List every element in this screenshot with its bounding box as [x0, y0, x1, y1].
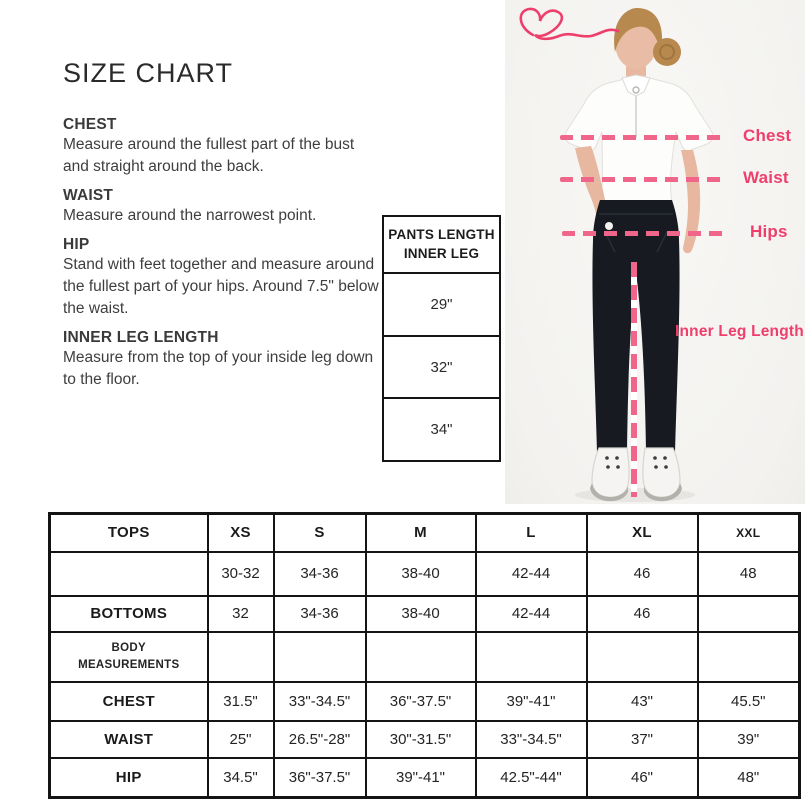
- guide-heading-hip: HIP: [63, 236, 90, 253]
- table-row-chest: [50, 682, 800, 721]
- page-title: SIZE CHART: [63, 58, 234, 88]
- size-cell: 42-44: [476, 596, 587, 632]
- hips-measure-line: [562, 231, 728, 236]
- size-cell: 39": [698, 721, 800, 758]
- size-cell: 26.5"-28": [274, 721, 366, 758]
- guide-section-hip: [63, 236, 381, 320]
- size-cell: 46: [587, 552, 698, 596]
- pants-length-value: 34": [430, 421, 453, 439]
- size-cell: [476, 632, 587, 682]
- guide-heading-inner-leg: INNER LEG LENGTH: [63, 329, 219, 346]
- guide-body-waist: Measure around the narrowest point.: [63, 207, 317, 224]
- chest-measure-line: [560, 135, 728, 140]
- model-photo: [505, 0, 805, 504]
- pants-length-table: [382, 215, 501, 462]
- row-label: [50, 632, 208, 682]
- size-cell: 46: [587, 596, 698, 632]
- table-row-tops-sizes: [50, 552, 800, 596]
- waist-label: Waist: [743, 168, 789, 187]
- guide-section-chest: [63, 116, 381, 178]
- pants-logo: [605, 222, 613, 230]
- row-label: CHEST: [50, 682, 208, 721]
- header-s: S: [274, 514, 366, 552]
- guide-body-chest: Measure around the fullest part of the bust and straight around the back.: [63, 136, 355, 175]
- size-cell: 34-36: [274, 552, 366, 596]
- row-label: WAIST: [50, 721, 208, 758]
- size-table-header-row: [50, 514, 800, 552]
- size-cell: 31.5": [208, 682, 274, 721]
- size-cell: 39"-41": [366, 758, 476, 798]
- header-xxl: XXL: [698, 514, 800, 552]
- guide-heading-waist: WAIST: [63, 187, 114, 204]
- size-cell: 38-40: [366, 552, 476, 596]
- pants-header-line2: INNER LEG: [403, 245, 480, 261]
- measuring-guide: [63, 116, 381, 391]
- size-cell: 32: [208, 596, 274, 632]
- guide-body-inner-leg: Measure from the top of your inside leg down to the floor.: [63, 349, 374, 388]
- guide-section-inner-leg: [63, 329, 381, 391]
- size-cell: 34.5": [208, 758, 274, 798]
- table-row-hip: [50, 758, 800, 798]
- size-cell: 33"-34.5": [476, 721, 587, 758]
- chest-label: Chest: [743, 126, 792, 145]
- size-cell: 36"-37.5": [274, 758, 366, 798]
- size-cell: 37": [587, 721, 698, 758]
- size-cell: 42.5"-44": [476, 758, 587, 798]
- model-figure-illustration: [505, 0, 805, 504]
- guide-section-waist: [63, 187, 381, 227]
- body-measurements-label: BODY MEASUREMENTS: [78, 641, 180, 671]
- size-cell: [698, 596, 800, 632]
- header-l: L: [476, 514, 587, 552]
- size-cell: 36"-37.5": [366, 682, 476, 721]
- pants-length-value: 32": [384, 337, 499, 400]
- size-cell: 42-44: [476, 552, 587, 596]
- size-cell: 48": [698, 758, 800, 798]
- size-cell: 33"-34.5": [274, 682, 366, 721]
- row-label: HIP: [50, 758, 208, 798]
- table-row-bottoms: [50, 596, 800, 632]
- row-label: [50, 552, 208, 596]
- size-cell: [587, 632, 698, 682]
- inner-leg-measure-line: [631, 262, 637, 497]
- pants-header-line1: PANTS LENGTH: [388, 226, 495, 242]
- size-cell: 30"-31.5": [366, 721, 476, 758]
- size-cell: 34-36: [274, 596, 366, 632]
- size-cell: 45.5": [698, 682, 800, 721]
- size-cell: 25": [208, 721, 274, 758]
- header-xs: XS: [208, 514, 274, 552]
- size-chart-table: [48, 512, 801, 799]
- size-cell: 48: [698, 552, 800, 596]
- hips-label: Hips: [750, 222, 788, 241]
- size-cell: [208, 632, 274, 682]
- size-cell: 46": [587, 758, 698, 798]
- size-cell: 43": [587, 682, 698, 721]
- size-cell: 38-40: [366, 596, 476, 632]
- heart-squiggle-icon: [505, 0, 623, 42]
- table-row-body-measurements: [50, 632, 800, 682]
- pants-length-value: 29": [384, 274, 499, 337]
- size-cell: [366, 632, 476, 682]
- pants-length-table-header: [384, 217, 499, 274]
- header-xl: XL: [587, 514, 698, 552]
- inner-leg-label: Inner Leg Length: [675, 323, 804, 340]
- size-cell: [274, 632, 366, 682]
- size-cell: 30-32: [208, 552, 274, 596]
- guide-heading-chest: CHEST: [63, 116, 117, 133]
- row-label: BOTTOMS: [50, 596, 208, 632]
- header-tops: TOPS: [50, 514, 208, 552]
- size-cell: 39"-41": [476, 682, 587, 721]
- header-m: M: [366, 514, 476, 552]
- waist-measure-line: [560, 177, 723, 182]
- guide-body-hip: Stand with feet together and measure around the fullest part of your hips. Around 7.5" below the waist.: [63, 256, 379, 317]
- table-row-waist: [50, 721, 800, 758]
- size-cell: [698, 632, 800, 682]
